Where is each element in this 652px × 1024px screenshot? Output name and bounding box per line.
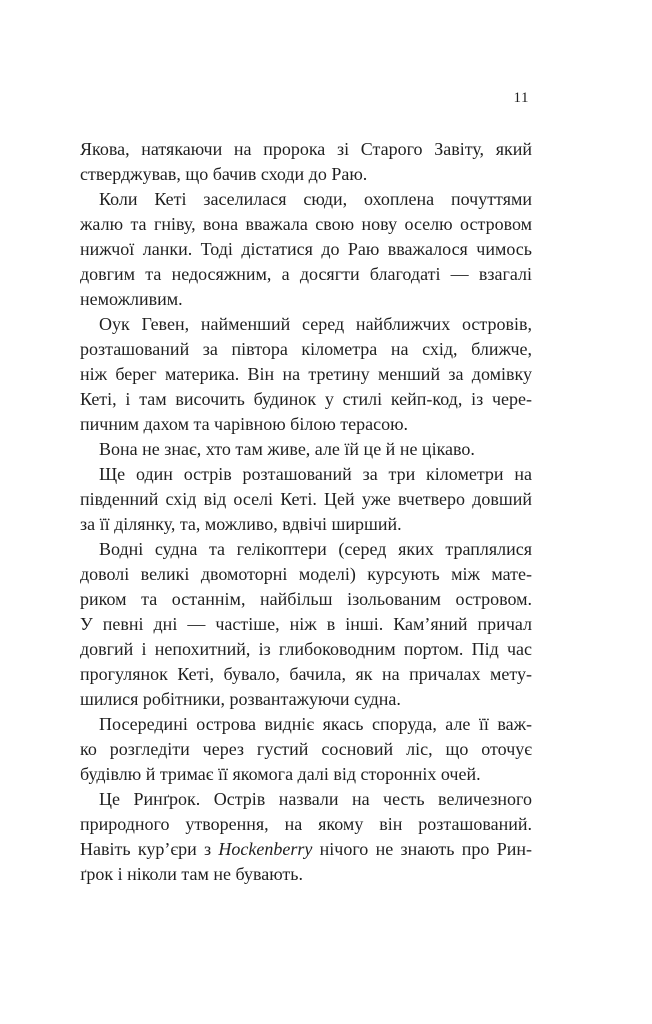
text-line: пичним дахом та чарівною білою терасою. xyxy=(80,414,409,434)
text-line: шилися робітники, розвантажуючи судна. xyxy=(80,689,401,709)
text-line: довгий і непохитний, із глибоководним портом. Під час xyxy=(80,639,532,659)
text-line: Ще один острів розташований за три кілометри на xyxy=(99,464,532,484)
text-line: Водні судна та гелікоптери (серед яких траплялися xyxy=(99,539,532,559)
text-line: Коли Кеті заселилася сюди, охоплена почуттями xyxy=(99,189,532,209)
text-line: Оук Гевен, найменший серед найближчих островів, xyxy=(99,314,532,334)
paragraph xyxy=(80,312,532,437)
italic-text: Hockenberry xyxy=(218,839,313,859)
paragraph xyxy=(80,137,532,187)
page-number: 11 xyxy=(513,90,529,106)
text-line: за її ділянку, та, можливо, вдвічі ширший. xyxy=(80,514,402,534)
text-block xyxy=(80,137,532,887)
text-line: Якова, натякаючи на пророка зі Старого Завіту, який xyxy=(80,139,532,159)
text-line: ґрок і ніколи там не бувають. xyxy=(80,864,304,884)
paragraph xyxy=(80,187,532,312)
paragraph xyxy=(80,462,532,537)
text-line: У певні дні — частіше, ніж в інші. Кам’яний причал xyxy=(80,614,532,634)
text-line: південний схід від оселі Кеті. Цей уже вчетверо довший xyxy=(80,489,532,509)
text-line: стверджував, що бачив сходи до Раю. xyxy=(80,164,368,184)
text-line: ніж берег материка. Він на третину менший за домівку xyxy=(80,364,532,384)
text-line: будівлю й тримає її якомога далі від сторонніх очей. xyxy=(80,764,481,784)
text-line: жалю та гніву, вона вважала свою нову оселю островом xyxy=(80,214,532,234)
text-line: Посередині острова видніє якась споруда, але її важ- xyxy=(99,714,532,734)
text-line: Навіть кур’єри з Hockenberry нічого не знають про Рин- xyxy=(80,839,532,859)
text-line: Це Ринґрок. Острів назвали на честь величезного xyxy=(99,789,532,809)
text-line: Вона не знає, хто там живе, але їй це й не цікаво. xyxy=(99,439,475,459)
paragraph xyxy=(80,787,532,887)
text-line: прогулянок Кеті, бувало, бачила, як на причалах мету- xyxy=(80,664,532,684)
text-line: нижчої ланки. Тоді дістатися до Раю вважалося чимось xyxy=(80,239,532,259)
text-line: неможливим. xyxy=(80,289,183,309)
text-line: ко розгледіти через густий сосновий ліс, що оточує xyxy=(80,739,532,759)
text-line: довгим та недосяжним, а досягти благодаті — взагалі xyxy=(80,264,532,284)
text-line: розташований за півтора кілометра на схід, ближче, xyxy=(80,339,532,359)
text-line: риком та останнім, найбільш ізольованим островом. xyxy=(80,589,532,609)
text-line: Кеті, і там височить будинок у стилі кейп-код, із чере- xyxy=(80,389,532,409)
text-line: доволі великі двомоторні моделі) курсують між мате- xyxy=(80,564,532,584)
paragraph xyxy=(80,712,532,787)
text-line: природного утворення, на якому він розташований. xyxy=(80,814,532,834)
paragraph xyxy=(80,437,532,462)
paragraph xyxy=(80,537,532,712)
